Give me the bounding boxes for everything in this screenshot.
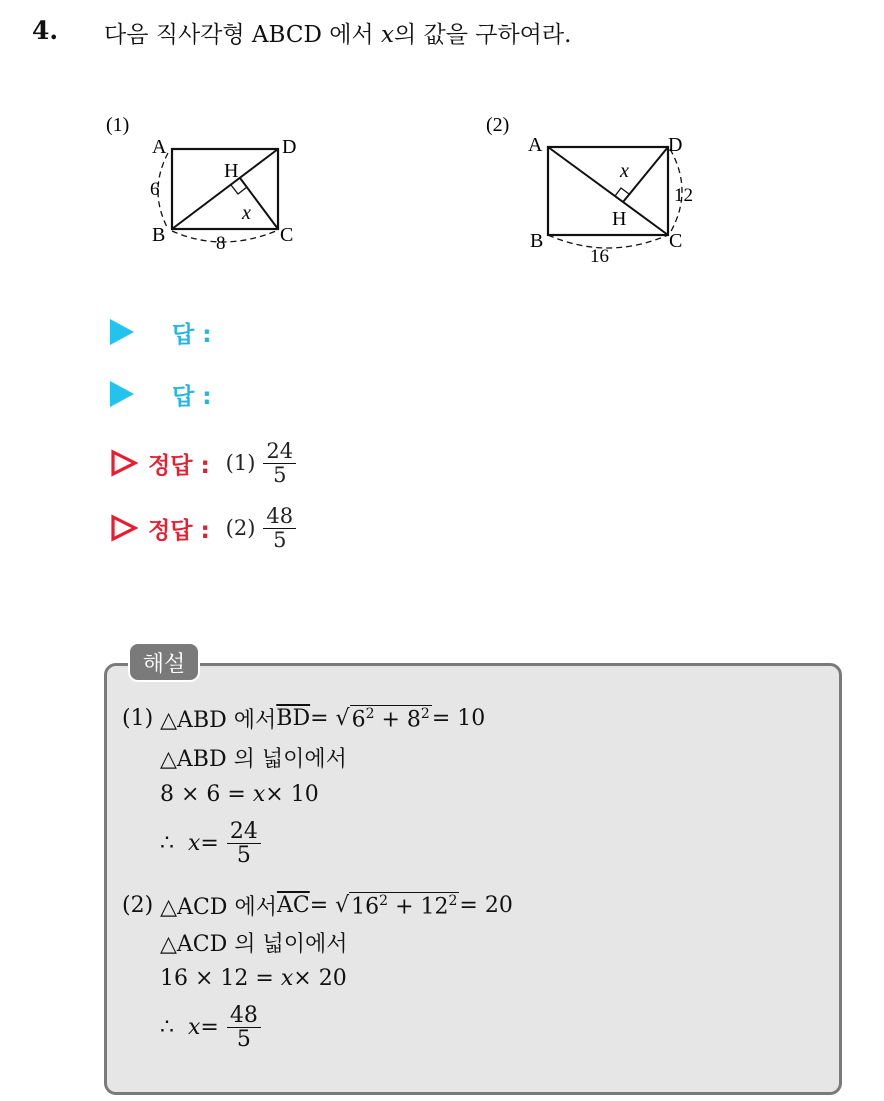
question-text-before: 다음 직사각형 ABCD 에서 [104, 22, 381, 48]
figure-1-arc-left [158, 153, 168, 229]
solution-p1-eq: = [310, 706, 329, 731]
solution-p2-equals: = [200, 1015, 219, 1041]
therefore-symbol: ∴ [160, 831, 174, 857]
correct-part: (1) [225, 451, 256, 475]
solution-p1-triangle: △ABD 에서 [160, 708, 277, 733]
solution-tab: 해설 [128, 642, 200, 682]
solution-p2-var: x [280, 966, 294, 991]
figure-2-side-16: 16 [590, 246, 609, 267]
figure-2-var-x: x [620, 160, 629, 182]
solution-p1-line1 [122, 703, 485, 734]
figure-1-vertex-a: A [152, 136, 167, 158]
solution-p2-result: = 20 [459, 893, 513, 918]
question-text [104, 16, 571, 49]
fraction-denominator: 5 [273, 527, 287, 552]
figure-2 [478, 105, 718, 275]
figure-1-side-6: 6 [150, 179, 160, 200]
correct-part: (2) [225, 516, 256, 540]
figure-1-vertex-d: D [282, 136, 297, 158]
figure-2-label: (2) [486, 114, 510, 136]
answer-row-1 [110, 312, 211, 352]
fraction-numerator: 24 [227, 820, 261, 844]
fraction-numerator: 24 [263, 440, 296, 463]
figure-1-vertex-b: B [152, 224, 166, 246]
radicand-a: 6 [351, 707, 366, 733]
correct-row-1 [110, 437, 296, 489]
solution-p1-var: x [252, 782, 266, 807]
question-text-after: 의 값을 구하여라. [393, 22, 572, 48]
exponent: 2 [365, 705, 375, 722]
solution-p1-right: × 10 [265, 782, 319, 807]
correct-fraction [263, 440, 296, 485]
correct-label: 정답 : [148, 452, 210, 479]
fraction-denominator: 5 [236, 843, 251, 869]
figure-1-label: (1) [106, 114, 130, 136]
figure-2-vertex-b: B [530, 230, 544, 252]
play-outline-icon [110, 449, 138, 477]
answer-label: 답 : [172, 321, 212, 348]
solution-p2-right: × 20 [293, 966, 347, 991]
fraction-denominator: 5 [236, 1027, 251, 1053]
figure-2-point-h: H [612, 208, 627, 230]
correct-label: 정답 : [148, 517, 210, 544]
correct-row-2 [110, 502, 296, 554]
figure-2-right-angle [615, 188, 629, 196]
solution-p2-fraction [227, 1004, 261, 1051]
radicand-a: 16 [351, 894, 380, 920]
figure-2-vertex-d: D [668, 134, 683, 156]
exponent: 2 [448, 892, 458, 909]
solution-p1-line2: △ABD 의 넓이에서 [160, 747, 347, 772]
solution-p1-x: x [188, 831, 201, 857]
fraction-numerator: 48 [227, 1004, 261, 1028]
figure-1 [100, 105, 320, 265]
play-outline-icon [110, 514, 138, 542]
solution-p2-left: 16 × 12 = [160, 966, 274, 991]
figure-2-side-12: 12 [674, 185, 693, 206]
solution-p2-sqrt: √ $16^2 + 12^2$ [335, 892, 458, 920]
figure-2-diagonal-ac [548, 147, 668, 235]
question-number: 4. [32, 16, 59, 45]
solution-p2-line3 [160, 966, 347, 991]
solution-p1-line4 [160, 820, 261, 867]
figure-1-side-8: 8 [216, 233, 226, 254]
exponent: 2 [379, 892, 389, 909]
figure-1-vertex-c: C [280, 224, 294, 246]
answer-row-2 [110, 374, 211, 414]
solution-p1-fraction [227, 820, 261, 867]
correct-fraction [263, 505, 296, 550]
figure-2-vertex-a: A [528, 134, 543, 156]
solution-p1-segment: $\overline{BD}$ [276, 706, 311, 731]
question-variable: x [380, 22, 394, 48]
exponent: 2 [420, 705, 430, 722]
solution-p1-part: (1) [122, 706, 154, 731]
figure-2-vertex-c: C [669, 230, 683, 252]
figure-1-var-x: x [242, 202, 251, 224]
solution-p2-line1 [122, 890, 513, 921]
figure-1-right-angle [231, 185, 247, 194]
figure-1-point-h: H [224, 160, 239, 182]
solution-p1-left: 8 × 6 = [160, 782, 246, 807]
answer-label: 답 : [172, 383, 212, 410]
radicand-b: 12 [420, 894, 449, 920]
solution-p2-line4 [160, 1004, 261, 1051]
solution-p2-segment: $\overline{AC}$ [276, 893, 310, 918]
figure-2-segment-dh [623, 147, 668, 202]
therefore-symbol: ∴ [160, 1015, 174, 1041]
solution-p2-x: x [188, 1015, 201, 1041]
correct-value [226, 440, 296, 485]
solution-p2-eq: = [309, 893, 329, 918]
solution-p2-line2: △ACD 의 넓이에서 [160, 932, 348, 957]
play-icon [110, 381, 134, 407]
play-icon [110, 319, 134, 345]
solution-p1-result: = 10 [431, 706, 486, 731]
correct-value [226, 505, 296, 550]
radicand-b: 8 [406, 707, 421, 733]
solution-p1-equals: = [200, 831, 219, 857]
solution-p2-triangle: △ACD 에서 [160, 895, 277, 920]
solution-p1-sqrt: √ $6^2 + 8^2$ [335, 705, 430, 733]
solution-p1-line3 [160, 782, 319, 807]
solution-p2-part: (2) [122, 893, 154, 918]
fraction-denominator: 5 [273, 462, 287, 487]
fraction-numerator: 48 [263, 505, 296, 528]
